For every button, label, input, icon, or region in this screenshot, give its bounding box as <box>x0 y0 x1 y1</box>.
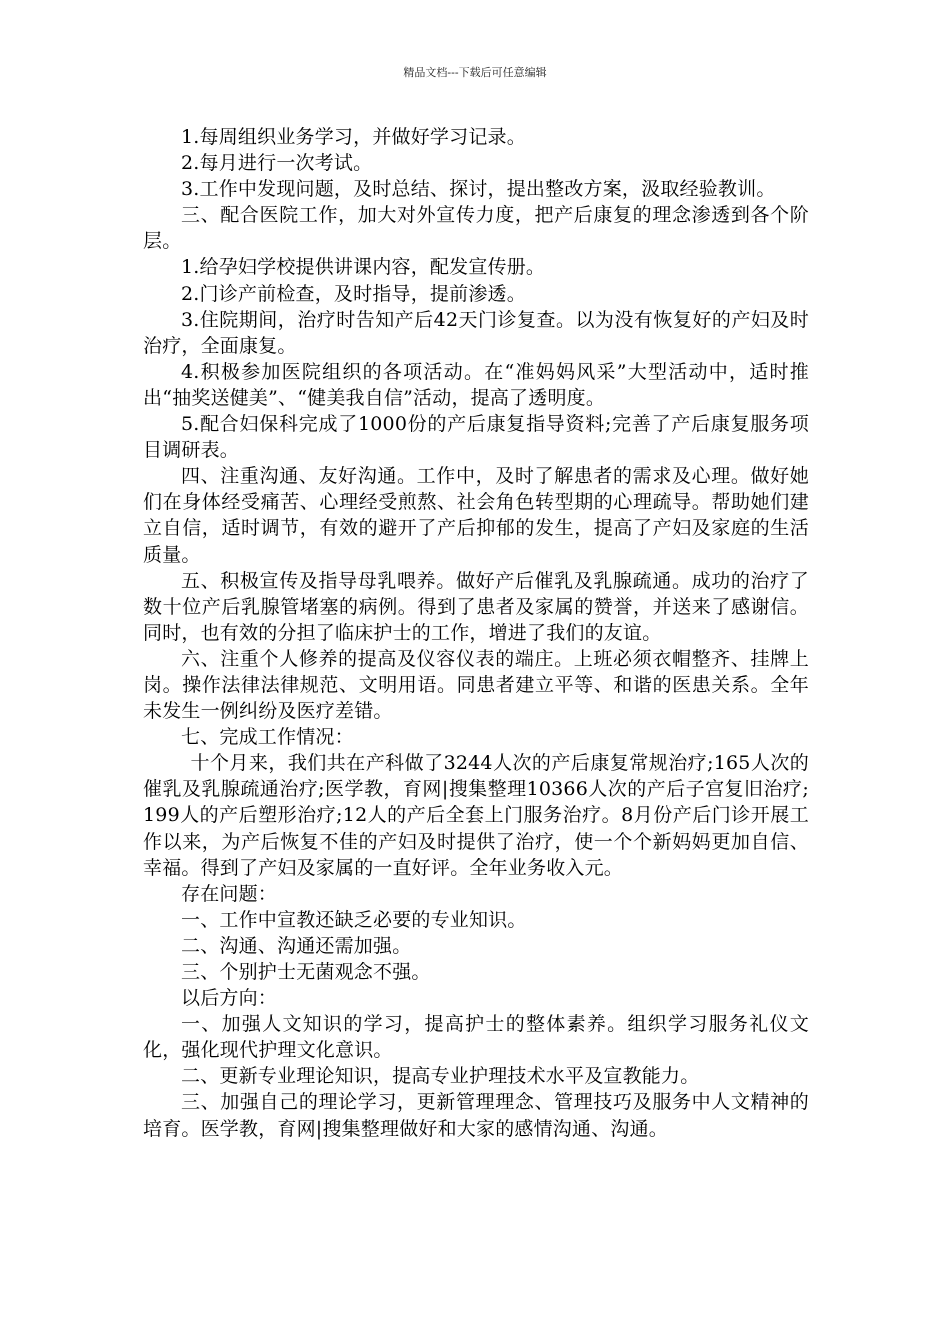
paragraph-section-seven: 七、完成工作情况： <box>181 726 354 749</box>
paragraph-problem-three: 三、个别护士无菌观念不强。 <box>181 961 431 983</box>
paragraph-problem-two: 二、沟通、沟通还需加强。 <box>181 934 412 957</box>
paragraph-monthly-exam: 2.每月进行一次考试。 <box>181 152 373 175</box>
paragraph-hospital-activities: 4.积极参加医院组织的各项活动。在“准妈妈风采”大型活动中，适时推出“抽奖送健美”、“健美我自信”活动，提高了透明度。 <box>143 360 809 409</box>
document-body <box>143 124 809 1142</box>
paragraph-work-summary: 十个月来，我们共在产科做了3244人次的产后康复常规治疗;165人次的催乳及乳腺疏通治疗;医学教，育网|搜集整理10366人次的产后子宫复旧治疗;199人的产后塑形治疗;12人的产后全套上门服务治疗。8月份产后门诊开展工作以来，为产后恢复不佳的产妇及时提供了治疗，使一个个新妈妈更加自信、幸福。得到了产妇及家属的一直好评。全年业务收入元。 <box>143 752 809 879</box>
paragraph-study-record: 1.每周组织业务学习，并做好学习记录。 <box>181 126 526 148</box>
paragraph-prenatal-school: 1.给孕妇学校提供讲课内容，配发宣传册。 <box>181 256 546 279</box>
paragraph-direction-one: 一、加强人文知识的学习，提高护士的整体素养。组织学习服务礼仪文化，强化现代护理文化意识。 <box>143 1013 809 1062</box>
paragraph-direction-two: 二、更新专业理论知识，提高专业护理技术水平及宣教能力。 <box>181 1065 700 1088</box>
paragraph-section-four: 四、注重沟通、友好沟通。工作中，及时了解患者的需求及心理。做好她们在身体经受痛苦、心理经受煎熬、社会角色转型期的心理疏导。帮助她们建立自信，适时调节，有效的避开了产后抑郁的发生，提高了产妇及家庭的生活质量。 <box>143 465 809 566</box>
paragraph-direction-heading: 以后方向： <box>181 987 278 1010</box>
paragraph-problem-one: 一、工作中宣教还缺乏必要的专业知识。 <box>181 908 527 931</box>
paragraph-section-six: 六、注重个人修养的提高及仪容仪表的端庄。上班必须衣帽整齐、挂牌上岗。操作法律法律规范、文明用语。同患者建立平等、和谐的医患关系。全年未发生一例纠纷及医疗差错。 <box>143 647 809 723</box>
paragraph-direction-three: 三、加强自己的理论学习，更新管理理念、管理技巧及服务中人文精神的培育。医学教，育网|搜集整理做好和大家的感情沟通、沟通。 <box>143 1091 809 1140</box>
paragraph-problems-heading: 存在问题： <box>181 882 278 905</box>
paragraph-guidance-materials: 5.配合妇保科完成了1000份的产后康复指导资料;完善了产后康复服务项目调研表。 <box>143 413 809 462</box>
paragraph-hospital-stay: 3.住院期间，治疗时告知产后42天门诊复查。以为没有恢复好的产妇及时治疗，全面康复。 <box>143 308 809 357</box>
paragraph-section-three: 三、配合医院工作，加大对外宣传力度，把产后康复的理念渗透到各个阶层。 <box>143 204 809 253</box>
page-header: 精品文档---下载后可任意编辑 <box>403 66 547 79</box>
paragraph-section-five: 五、积极宣传及指导母乳喂养。做好产后催乳及乳腺疏通。成功的治疗了数十位产后乳腺管堵塞的病例。得到了患者及家属的赞誉，并送来了感谢信。同时，也有效的分担了临床护士的工作，增进了我们的友谊。 <box>143 569 809 644</box>
paragraph-problem-summary: 3.工作中发现问题，及时总结、探讨，提出整改方案，汲取经验教训。 <box>181 178 776 201</box>
paragraph-outpatient-check: 2.门诊产前检查，及时指导，提前渗透。 <box>181 282 526 305</box>
